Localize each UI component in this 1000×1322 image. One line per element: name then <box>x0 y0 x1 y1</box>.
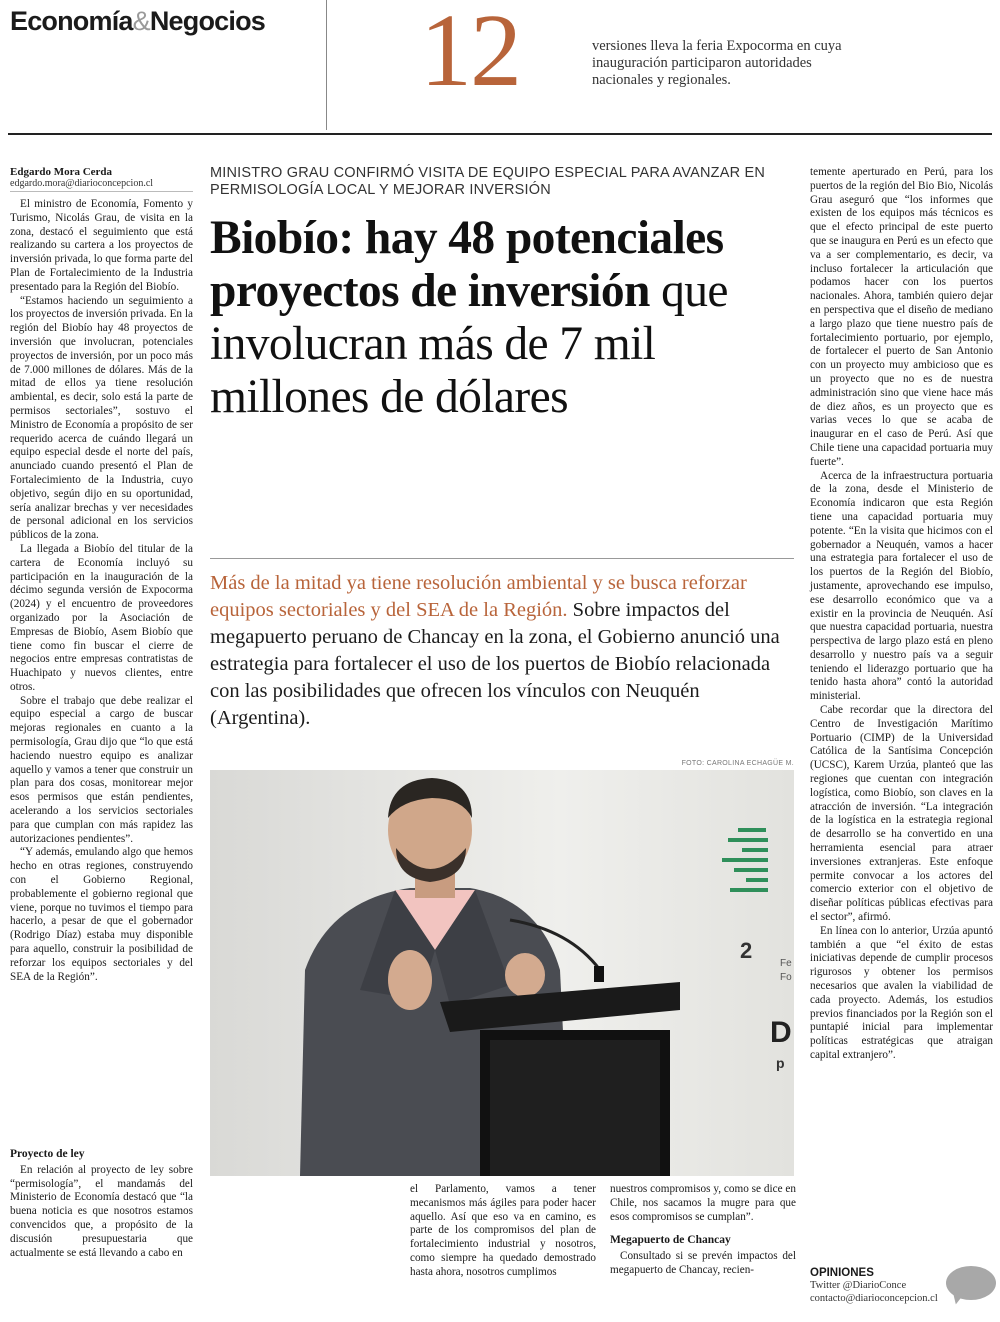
backdrop-glyph-2: Fe <box>780 958 792 969</box>
author-name: Edgardo Mora Cerda <box>10 166 113 178</box>
article-column-1-bottom <box>10 1148 193 1260</box>
author-email[interactable]: edgardo.mora@diarioconcepcion.cl <box>10 178 154 189</box>
paragraph: La llegada a Biobío del titular de la cartera de Economía incluyó su participación en la inauguración de la décimo segunda versión de Expocorma (2024) y el encuentro de proveedores organizado por la Asociación de Empresas de Biobío, Asem Biobío que tiene como fin buscar el cierre de negocios entre empresas contratistas de Huachipato y nuevos clientes, entre otros. <box>10 542 193 693</box>
paragraph: Acerca de la infraestructura portuaria de la zona, desde el Ministerio de Economía indicaron que esta Región tiene una capacidad portuaria muy potente. “En la visita que hicimos con el gobernador a Neuquén, vamos a hacer una estrategia para fortalecer el uso de los puertos de la Región del Biobío, justamente, aprovechando ese impulso, ese desarrollo económico que va a existir en la provincia de Neuquén. Así que nuestra capacidad portuaria, nuestra perspectiva de largo plazo está en pleno desarrollo y nuestro país va a seguir teniendo el liderazgo portuario que ha tenido hasta ahora” contó la autoridad ministerial. <box>810 469 993 703</box>
photo-credit: FOTO: CAROLINA ECHAGÜE M. <box>681 760 794 767</box>
highlight-number: 12 <box>420 0 520 108</box>
paragraph: En línea con lo anterior, Urzúa apuntó también a que “el éxito de estas iniciativas depende de cumplir procesos rigurosos y obtener los permisos necesarios que avalen la viabilidad de cada proyecto. Además, los estudios previos financiados por la Región son el puntapié inicial para implementar políticas estratégicas que atraigan capital extranjero”. <box>810 924 993 1061</box>
paragraph: “Y además, emulando algo que hemos hecho en otras regiones, construyendo con el Gobierno Regional, probablemente el gobierno regional que viene, porque no tuvimos el tiempo para hacerlo, a pesar de que el gobernador (Rodrigo Díaz) estaba muy disponible para aquello, construir la posibilidad de reforzar los equipos sectoriales y del SEA de la Región”. <box>10 846 193 983</box>
backdrop-glyph-1: 2 <box>740 938 753 963</box>
byline <box>10 166 195 189</box>
backdrop-glyph-3: Fo <box>780 972 792 983</box>
backdrop-glyph-4: D <box>770 1016 792 1049</box>
paragraph: “Estamos haciendo un seguimiento a los proyectos de inversión privada. En la región del Biobío hay 48 proyectos de inversión que involucran, potenciales proyectos de inversión, por un poco más de 7.000 millones de dólares. Más de la mitad de ellos ya tiene resolución ambiental, es decir, solo está la parte de permisos sectoriales”, sostuvo el Ministro de Economía a propósito de ser requerido acerca de cuándo llegará un equipo especial desde el norte del país, anunciado cuando presentó el Plan de Fortalecimiento de la Industria, cuyo objetivo, según dijo en su oportunidad, sería analizar brechas y ver necesidades de personal adicional en los servicios públicos de la zona. <box>10 294 193 542</box>
paragraph: El ministro de Economía, Fomento y Turismo, Nicolás Grau, de visita en la zona, destacó el seguimiento que está realizando su cartera a los proyectos de inversión privada, lo que forma parte del Plan de Fortalecimiento de la Industria presentado para la Región del Biobío. <box>10 198 193 293</box>
opinions-title: OPINIONES <box>810 1267 874 1279</box>
header-rule <box>8 133 992 135</box>
article-column-2 <box>410 1183 596 1280</box>
paragraph: temente aperturado en Perú, para los puertos de la región del Bio Bio, Nicolás Grau aseguró que “los informes que existen de los equipos más técnicos es que el efecto principal de este puerto que se inaugura en Perú es un efecto que va a ser complementario, es decir, va incluso fortalecer la articulación que podamos hacer con los puertos nacionales. Ahora, también quiero dejar en perspectiva que el diseño de mediano a largo plazo que tiene nuestro país de fortalecimiento portuario, por ejemplo, de fortalecer el puerto de San Antonio con un proyecto muy ambicioso que es un proyecto que no es de nuestra administración sino que viene hace más de diez años, es un proyecto que es varias veces lo que se acaba de inaugurar en el caso de Perú. Así que Chile tiene una capacidad portuaria muy fuerte”. <box>810 166 993 468</box>
lead <box>210 570 794 732</box>
header-divider <box>326 0 327 130</box>
headline <box>210 212 800 424</box>
kicker: MINISTRO GRAU CONFIRMÓ VISITA DE EQUIPO ESPECIAL PARA AVANZAR EN PERMISOLOGÍA LOCAL Y MEJORAR INVERSIÓN <box>210 165 766 198</box>
subheading: Proyecto de ley <box>10 1148 85 1160</box>
lead-highlight: Más de la mitad ya tiene resolución ambiental y se busca reforzar equipos sectoriales y del SEA de la Región. <box>210 572 747 621</box>
paragraph: Cabe recordar que la directora del Centro de Investigación Marítimo Portuario (CIMP) de la Universidad Católica de la Santísima Concepción (UCSC), Karem Urzúa, planteó que las regiones que cuentan con integración logística, como Biobío, son claves en la atracción de inversión. “La integración de la logística en la estrategia regional de desarrollo se ha convertido en una herramienta esencial para atraer inversiones extranjeras. Este enfoque permite convocar a los actores del comercio exterior con el objetivo de diseñar políticas públicas efectivas para el sector”, afirmó. <box>810 704 993 924</box>
article-photo <box>210 770 794 1176</box>
opinions-contact[interactable]: contacto@diarioconcepcion.cl <box>810 1293 938 1304</box>
headline-regular: que involucran más de 7 mil millones de dólares <box>210 265 728 423</box>
article-column-3 <box>610 1183 796 1278</box>
paragraph: Sobre el trabajo que debe realizar el equipo especial a cargo de buscar mejoras regionales en cuanto a la permisología, Grau dijo que “lo que está haciendo nuestro equipo es analizar aquello y vamos a tener que construir un plan para dos cosas, monitorear mejor esos permisos que están pendientes, acelerando a los servicios sectoriales para que cumplan con más rapidez las autorizaciones pendientes”. <box>10 694 193 845</box>
paragraph: En relación al proyecto de ley sobre “permisología”, el mandamás del Ministerio de Economía destacó que “la buena noticia es que nosotros estamos convencidos que, a propósito de la discusión presupuestaria que actualmente se está llevando a cabo en <box>10 1163 193 1259</box>
highlight-text: versiones lleva la feria Expocorma en cuya inauguración participaron autoridades nacionales y regionales. <box>592 38 842 88</box>
paragraph: Consultado si se prevén impactos del megapuerto de Chancay, recien- <box>610 1250 796 1276</box>
lead-text: Sobre impactos del megapuerto peruano de Chancay en la zona, el Gobierno anunció una estrategia para fortalecer el uso de los puertos de Biobío relacionada con las posibilidades que ofrecen los vínculos con Neuquén (Argentina). <box>210 599 780 729</box>
paragraph: nuestros compromisos y, como se dice en Chile, nos sacamos la mugre para que esos compromisos se cumplan”. <box>610 1183 796 1223</box>
photo-illustration <box>210 770 794 1176</box>
paragraph: el Parlamento, vamos a tener mecanismos más ágiles para poder hacer aquello. Así que eso va en camino, es parte de los compromisos del plan de fortalecimiento industrial y nosotros, como siempre ha quedado demostrado hasta ahora, nosotros cumplimos <box>410 1183 596 1278</box>
headline-bold: Biobío: hay 48 potenciales proyectos de inversión <box>210 212 724 317</box>
subheading: Megapuerto de Chancay <box>610 1234 731 1247</box>
section-title <box>10 6 265 37</box>
headline-rule <box>210 558 794 559</box>
article-column-4 <box>810 166 993 1063</box>
section-part2: Negocios <box>149 6 265 36</box>
section-ampersand: & <box>132 6 150 36</box>
backdrop-glyph-5: p <box>776 1055 785 1071</box>
section-part1: Economía <box>10 6 133 36</box>
opinions-twitter[interactable]: Twitter @DiarioConce <box>810 1280 907 1291</box>
byline-rule <box>10 191 193 192</box>
article-column-1 <box>10 198 193 984</box>
